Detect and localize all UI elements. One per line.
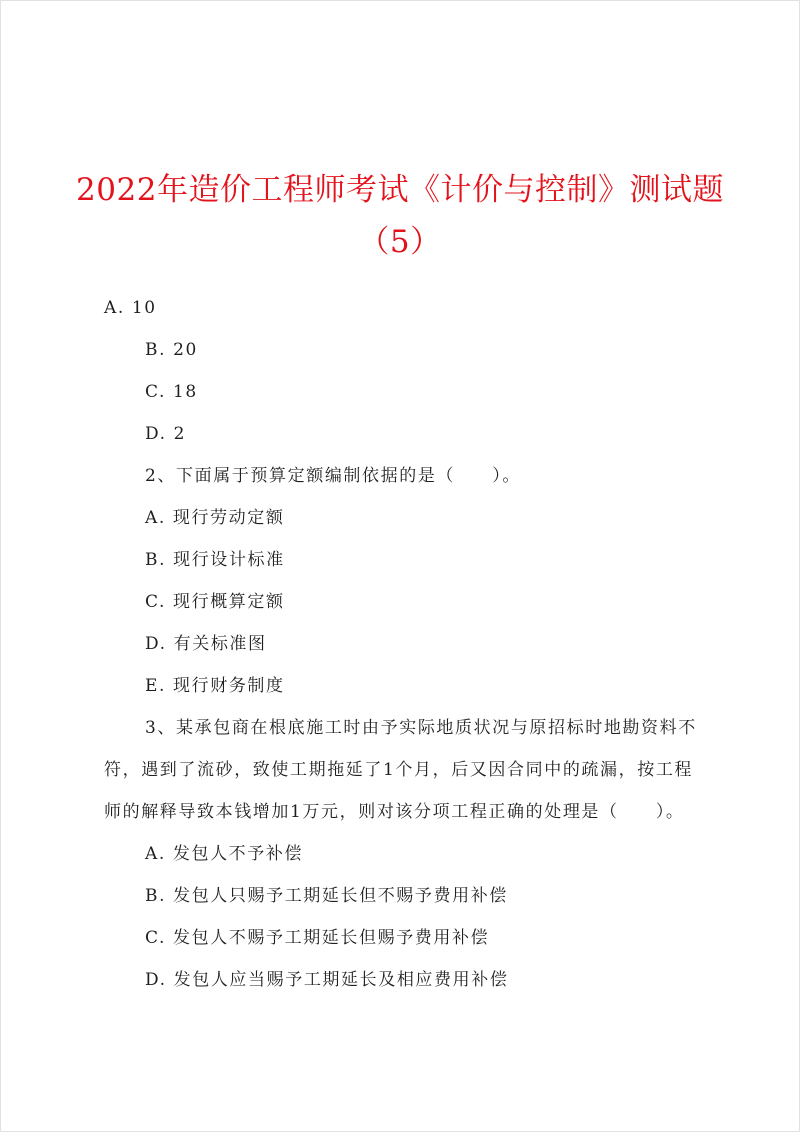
q1-option-d: D. 2 [145,424,187,444]
document-title-line-2: （5） [358,224,442,260]
q3-option-b: B. 发包人只赐予工期延长但不赐予费用补偿 [145,886,508,906]
document-title-line-1: 2022年造价工程师考试《计价与控制》测试题 [76,172,724,208]
q2-stem: 2、下面属于预算定额编制依据的是（ ）。 [145,466,521,486]
q2-option-d: D. 有关标准图 [145,634,267,654]
q3-stem-line-2: 符，遇到了流砂，致使工期拖延了1个月，后又因合同中的疏漏，按工程 [104,760,694,780]
q2-option-e: E. 现行财务制度 [145,676,285,696]
q1-option-a: A. 10 [104,298,157,318]
q3-option-d: D. 发包人应当赐予工期延长及相应费用补偿 [145,970,509,990]
q3-stem-line-1: 3、某承包商在根底施工时由予实际地质状况与原招标时地勘资料不 [145,718,697,738]
q1-option-c: C. 18 [145,382,198,402]
q2-option-c: C. 现行概算定额 [145,592,285,612]
q3-stem-line-3: 师的解释导致本钱增加1万元，则对该分项工程正确的处理是（ ）。 [104,802,685,822]
q3-option-a: A. 发包人不予补偿 [145,844,304,864]
q3-option-c: C. 发包人不赐予工期延长但赐予费用补偿 [145,928,490,948]
q2-option-a: A. 现行劳动定额 [145,508,285,528]
q2-option-b: B. 现行设计标准 [145,550,285,570]
q1-option-b: B. 20 [145,340,198,360]
